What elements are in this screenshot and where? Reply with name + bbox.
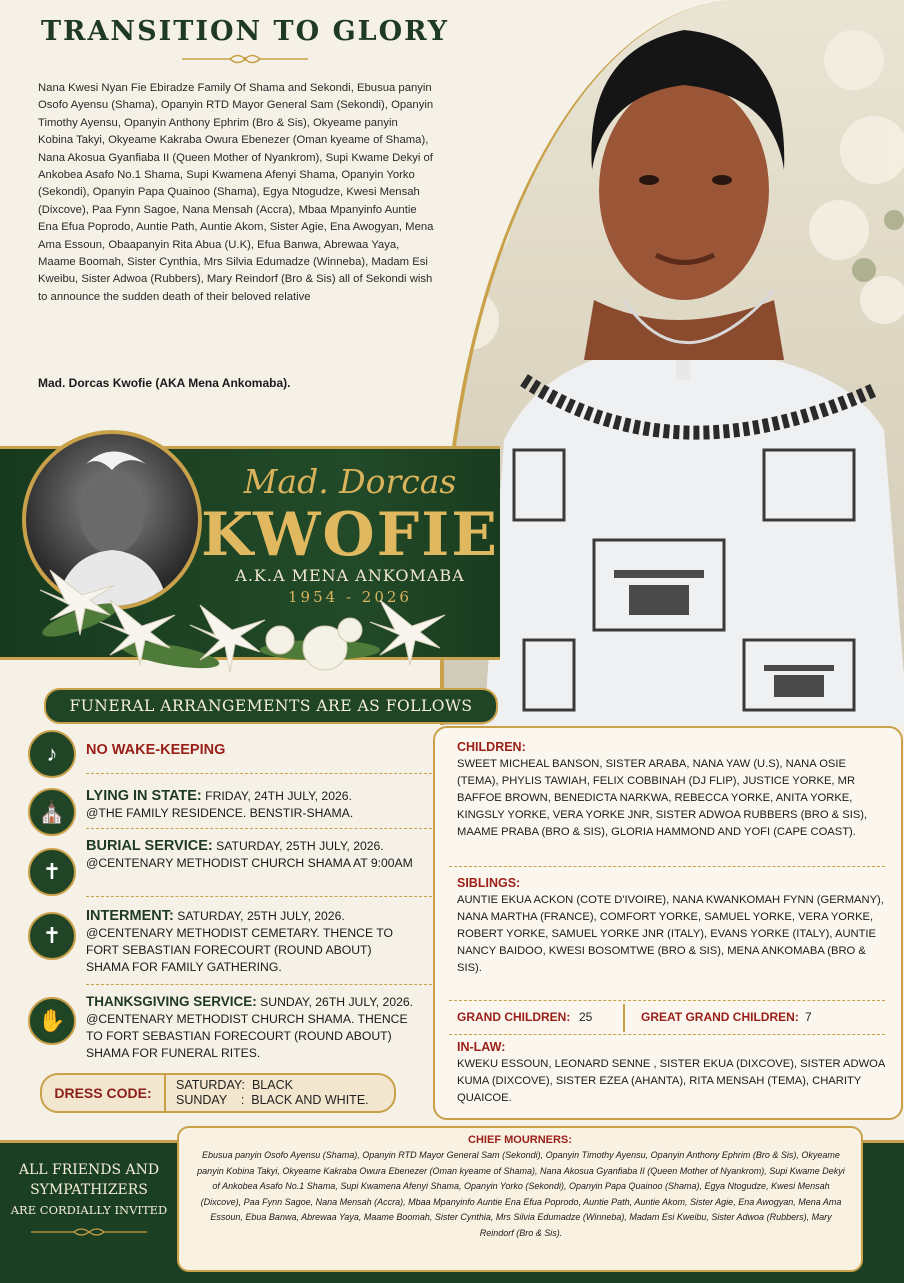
portrait-illustration <box>444 0 904 725</box>
lily-flowers-decoration <box>20 560 460 680</box>
family-panel <box>433 726 903 1120</box>
page-title: TRANSITION TO GLORY <box>40 16 450 47</box>
siblings-list: AUNTIE EKUA ACKON (COTE D'IVOIRE), NANA KWANKOMAH FYNN (GERMANY), NANA MARTHA (FRANCE), COMFORT YORKE, SAMUEL YORKE, VERA YORKE, ROBERT YORKE, SAMUEL YORKE JNR (ITALY), EVANS YORKE (ITALY), AUNTIE NANCY BAIDOO, KWESI BOSOMTWE (BRO & SIS), MENA ANKOMABA (BRO & SIS). <box>457 894 884 974</box>
event-heading: NO WAKE-KEEPING <box>86 742 226 758</box>
children-list: SWEET MICHEAL BANSON, SISTER ARABA, NANA YAW (U.S), NANA OSIE (TEMA), PHYLIS TAWIAH, FELIX COBBINAH (DJ FLIP), JUSTICE YORKE, MR BAFFOE BROWN, BENEDICTA NARKWA, REBECCA YORKE, ANITA YORKE, KINGSLY YORKE, VERA YORKE JNR, SISTER ADWOA RUBBERS (BRO & SIS), MAAME PRABA (BRO & SIS), GLORIA HAMMOND AND YOFI (CAPE COAST). <box>457 758 868 838</box>
first-name: Mad. Dorcas <box>243 462 457 501</box>
dress-code-sunday: SUNDAY : BLACK AND WHITE. <box>176 1093 369 1107</box>
divider <box>449 1000 885 1001</box>
divider <box>449 1034 885 1035</box>
event-details: @CENTENARY METHODIST CHURCH SHAMA AT 9:00AM <box>86 856 413 870</box>
divider-vertical <box>623 1004 625 1032</box>
deceased-name-line: Mad. Dorcas Kwofie (AKA Mena Ankomaba). <box>38 376 291 390</box>
great-grand-children-label: GREAT GRAND CHILDREN: <box>641 1010 799 1024</box>
dress-code-saturday: SATURDAY: BLACK <box>176 1078 293 1092</box>
invite-line-3: ARE CORDIALLY INVITED <box>10 1203 168 1217</box>
event-details: @THE FAMILY RESIDENCE. BENSTIR-SHAMA. <box>86 806 354 820</box>
event-date: SATURDAY, 25TH JULY, 2026. <box>216 839 384 853</box>
last-name: KWOFIE <box>200 500 500 570</box>
event-heading: INTERMENT: <box>86 908 174 924</box>
church-icon: ⛪ <box>28 788 76 836</box>
grand-children-count: 25 <box>579 1010 593 1024</box>
announcement-text: Nana Kwesi Nyan Fie Ebiradze Family Of Shama and Sekondi, Ebusua panyin Osofo Ayensu (Shama), Opanyin RTD Mayor General Sam (Sekondi), Opanyin Timothy Ayensu, Opanyin Anthony Ephrim (Bro & Sis), Okyeame panyin Kobina Takyi, Okyeame Kakraba Owura Ebenezer (Oman kyeame of Shama), Nana Akosua Gyanfiaba II (Queen Mother of Nyankrom), Supi Kwame Dekyi of Ankobea Asafo No.1 Shama, Supi Kwamena Afenyi Shama, Opanyin Yorko (Sekondi), Opanyin Papa Quainoo (Shama), Egya Ntogudze, Kwesi Mensah (Dixcove), Paa Fynn Sagoe, Nana Mensah (Accra), Mbaa Mpanyinfo Auntie Ena Efua Poprodo, Auntie Path, Auntie Akom, Sister Agie, Ena Awogyan, Mena Ama Essoun, Obaapanyin Rita Abua (U.K), Efua Banwa, Abrewaa Yaya, Maame Boomah, Sister Cynthia, Mrs Silvia Edumadze (Winneba), Madam Esi Kweibu, Sister Adwoa (Rubbers), Mary Reindorf (Bro & Sis) all of Sekondi wish to announce the sudden death of their beloved relative <box>38 82 434 303</box>
invite-line-1: ALL FRIENDS AND <box>18 1162 160 1178</box>
event-date: SUNDAY, 26TH JULY, 2026. <box>260 995 414 1009</box>
event-details: @CENTENARY METHODIST CHURCH SHAMA. THENCE TO FORT SEBASTIAN FORECOURT (ROUND ABOUT) SHAMA FOR FUNERAL RITES. <box>86 1012 408 1060</box>
grave-cross-icon: ✝ <box>28 912 76 960</box>
no-music-icon: ♪ <box>28 730 76 778</box>
dress-code-box <box>40 1073 396 1113</box>
cross-icon: ✝ <box>28 848 76 896</box>
divider <box>86 828 432 829</box>
event-date: SATURDAY, 25TH JULY, 2026. <box>177 909 345 923</box>
invite-ornament <box>29 1226 149 1238</box>
event-heading: BURIAL SERVICE: <box>86 838 213 854</box>
chief-mourners-list: Ebusua panyin Osofo Ayensu (Shama), Opanyin RTD Mayor General Sam (Sekondi), Opanyin Timothy Ayensu, Opanyin Anthony Ephrim (Bro & Sis), Okyeame panyin Kobina Takyi, Okyeame Kakraba Owura Ebenezer (Oman kyeame of Shama), Nana Akosua Gyanfiaba II (Queen Mother of Nyankrom), Supi Kwame Dekyi of Ankobea Asafo No.1 Shama, Supi Kwamena Afenyi Shama, Opanyin Yorko (Sekondi), Opanyin Papa Quainoo (Shama), Egya Ntogudze, Kwesi Mensah (Dixcove), Paa Fynn Sagoe, Nana Mensah (Accra), Mbaa Mpanyinfo Auntie Ena Efua Poprodo, Auntie Path, Auntie Akom, Sister Agie, Ena Awogyan, Mena Ama Essoun, Ebua Banwa, Abrewaa Yaya, Maame Boomah, Sister Cynthia, Mrs Silvia Edumadze (Winneba), Madam Esi Kweibu, Sister Adwoa (Rubbers), Mary Reindorf (Bro & Sis). <box>197 1150 845 1238</box>
portrait-photo <box>440 0 904 725</box>
arrangements-heading: FUNERAL ARRANGEMENTS ARE AS FOLLOWS <box>44 688 498 724</box>
life-years: 1954 - 2026 <box>288 588 412 606</box>
siblings-heading: SIBLINGS: <box>457 876 521 890</box>
inlaw-list: KWEKU ESSOUN, LEONARD SENNE , SISTER EKUA (DIXCOVE), SISTER ADWOA KUMA (DIXCOVE), SISTER EZEA (AHANTA), RITA MENSAH (TEMA), CHARITY QUAICOE. <box>457 1058 885 1104</box>
title-ornament <box>180 52 310 66</box>
divider <box>86 984 432 985</box>
chief-mourners-box <box>177 1126 863 1272</box>
divider <box>86 773 432 774</box>
event-details: @CENTENARY METHODIST CEMETARY. THENCE TO FORT SEBASTIAN FORECOURT (ROUND ABOUT) SHAMA FOR FAMILY GATHERING. <box>86 926 393 974</box>
event-heading: THANKSGIVING SERVICE: <box>86 994 257 1009</box>
event-heading: LYING IN STATE: <box>86 788 202 804</box>
children-heading: CHILDREN: <box>457 740 526 754</box>
great-grand-children-count: 7 <box>805 1010 812 1024</box>
dress-code-label: DRESS CODE: <box>42 1075 166 1111</box>
praying-hands-icon: ✋ <box>28 997 76 1045</box>
invite-line-2: SYMPATHIZERS <box>30 1182 148 1198</box>
inlaw-heading: IN-LAW: <box>457 1040 506 1054</box>
divider <box>449 866 885 867</box>
divider <box>86 896 432 897</box>
chief-mourners-heading: CHIEF MOURNERS: <box>468 1134 572 1146</box>
grand-children-label: GRAND CHILDREN: <box>457 1010 571 1024</box>
event-date: FRIDAY, 24TH JULY, 2026. <box>205 789 352 803</box>
invitation-text <box>10 1160 168 1244</box>
aka-name: A.K.A MENA ANKOMABA <box>235 566 465 585</box>
